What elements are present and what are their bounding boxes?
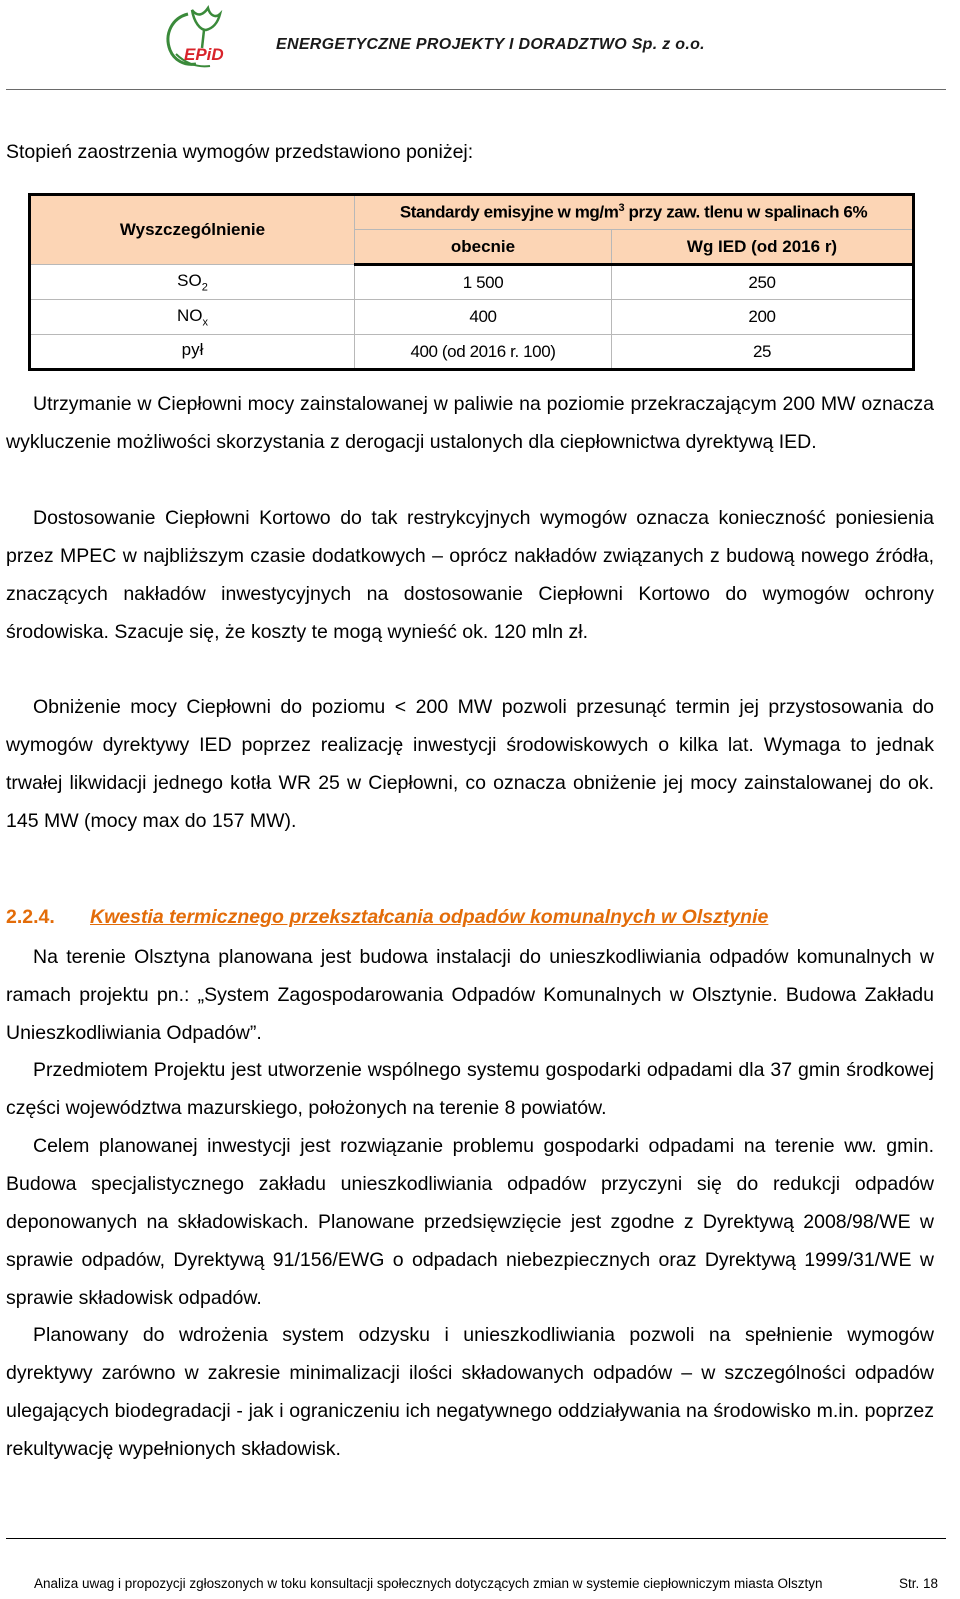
page-header xyxy=(0,0,960,92)
row-now: 400 (od 2016 r. 100) xyxy=(355,335,612,370)
header-group: Standardy emisyjne w $mg/m^3$ przy zaw. tlenu w spalinach 6% xyxy=(355,195,914,230)
svg-text:EPiD: EPiD xyxy=(184,45,224,64)
table-row xyxy=(30,300,914,335)
row-now: 1 500 xyxy=(355,265,612,300)
row-ied: 200 xyxy=(612,300,914,335)
table-row xyxy=(30,265,914,300)
header-item: Wyszczególnienie xyxy=(30,195,355,265)
emission-standards-table xyxy=(28,193,915,371)
paragraph-derogation: Utrzymanie w Ciepłowni mocy zainstalowanej w paliwie na poziomie przekraczającym 200 MW oznacza wykluczenie możliwości skorzystania z derogacji ustalonych dla ciepłownictwa dyrektywą IED. xyxy=(6,393,934,453)
row-item: $SO_2$ xyxy=(30,265,355,300)
section-title: Kwestia termicznego przekształcania odpadów komunalnych w Olsztynie xyxy=(90,906,769,928)
row-item: $NO_x$ xyxy=(30,300,355,335)
page-number: Str. 18 xyxy=(898,1576,938,1591)
row-now: 400 xyxy=(355,300,612,335)
company-name: ENERGETYCZNE PROJEKTY I DORADZTWO Sp. z o.o. xyxy=(276,36,705,53)
row-ied: 25 xyxy=(612,335,914,370)
row-item: pył xyxy=(30,335,355,370)
paragraph-power-reduction: Obniżenie mocy Ciepłowni do poziomu < 200 MW pozwoli przesunąć termin jej przystosowania do wymogów dyrektywy IED poprzez realizację inwestycji środowiskowych o kilka lat. Wymaga to jednak trwałej likwidacji jednego kotła WR 25 w Ciepłowni, co oznacza obniżenie jej mocy zainstalowanej do ok. 145 MW (mocy max do 157 MW). xyxy=(6,696,934,832)
section-number: 2.2.4. xyxy=(6,906,55,928)
section-heading xyxy=(6,906,768,929)
footer-divider xyxy=(6,1538,946,1539)
footer-text: Analiza uwag i propozycji zgłoszonych w toku konsultacji społecznych dotyczących zmian w systemie ciepłowniczym miasta Olsztyn xyxy=(34,1576,823,1591)
paragraph-project-scope: Przedmiotem Projektu jest utworzenie wspólnego systemu gospodarki odpadami dla 37 gmin środkowej części województwa mazurskiego, położonych na terenie 8 powiatów. xyxy=(6,1059,934,1119)
header-divider xyxy=(6,89,946,90)
intro-text: Stopień zaostrzenia wymogów przedstawiono poniżej: xyxy=(6,141,474,163)
paragraph-system-benefits: Planowany do wdrożenia system odzysku i unieszkodliwiania pozwoli na spełnienie wymogów dyrektywy zarówno w zakresie minimalizacji ilości składowanych odpadów – w szczególności odpadów ulegających biodegradacji - jak i ograniczeniu ich negatywnego oddziaływania na środowisko m.in. poprzez rekultywację wypełnionych składowisk. xyxy=(6,1324,934,1460)
row-ied: 250 xyxy=(612,265,914,300)
header-now: obecnie xyxy=(355,230,612,265)
header-ied: Wg IED (od 2016 r) xyxy=(612,230,914,265)
table-row xyxy=(30,335,914,370)
paragraph-adaptation-costs: Dostosowanie Ciepłowni Kortowo do tak restrykcyjnych wymogów oznacza konieczność poniesienia przez MPEC w najbliższym czasie dodatkowych – oprócz nakładów związanych z budową nowego źródła, znaczących nakładów inwestycyjnych na dostosowanie Ciepłowni Kortowo do wymogów ochrony środowiska. Szacuje się, że koszty te mogą wynieść ok. 120 mln zł. xyxy=(6,507,934,643)
paragraph-investment-goal: Celem planowanej inwestycji jest rozwiązanie problemu gospodarki odpadami na terenie ww. gmin. Budowa specjalistycznego zakładu unieszkodliwiania odpadów przyczyni się do redukcji odpadów deponowanych na składowiskach. Planowane przedsięwzięcie jest zgodne z Dyrektywą 2008/98/WE w sprawie odpadów, Dyrektywą 91/156/EWG o odpadach niebezpiecznych oraz Dyrektywą 1999/31/WE w sprawie składowisk odpadów. xyxy=(6,1135,934,1309)
epid-logo-icon xyxy=(158,4,240,74)
paragraph-waste-plant: Na terenie Olsztyna planowana jest budowa instalacji do unieszkodliwiania odpadów komunalnych w ramach projektu pn.: „System Zagospodarowania Odpadów Komunalnych w Olsztynie. Budowa Zakładu Unieszkodliwiania Odpadów”. xyxy=(6,946,934,1044)
